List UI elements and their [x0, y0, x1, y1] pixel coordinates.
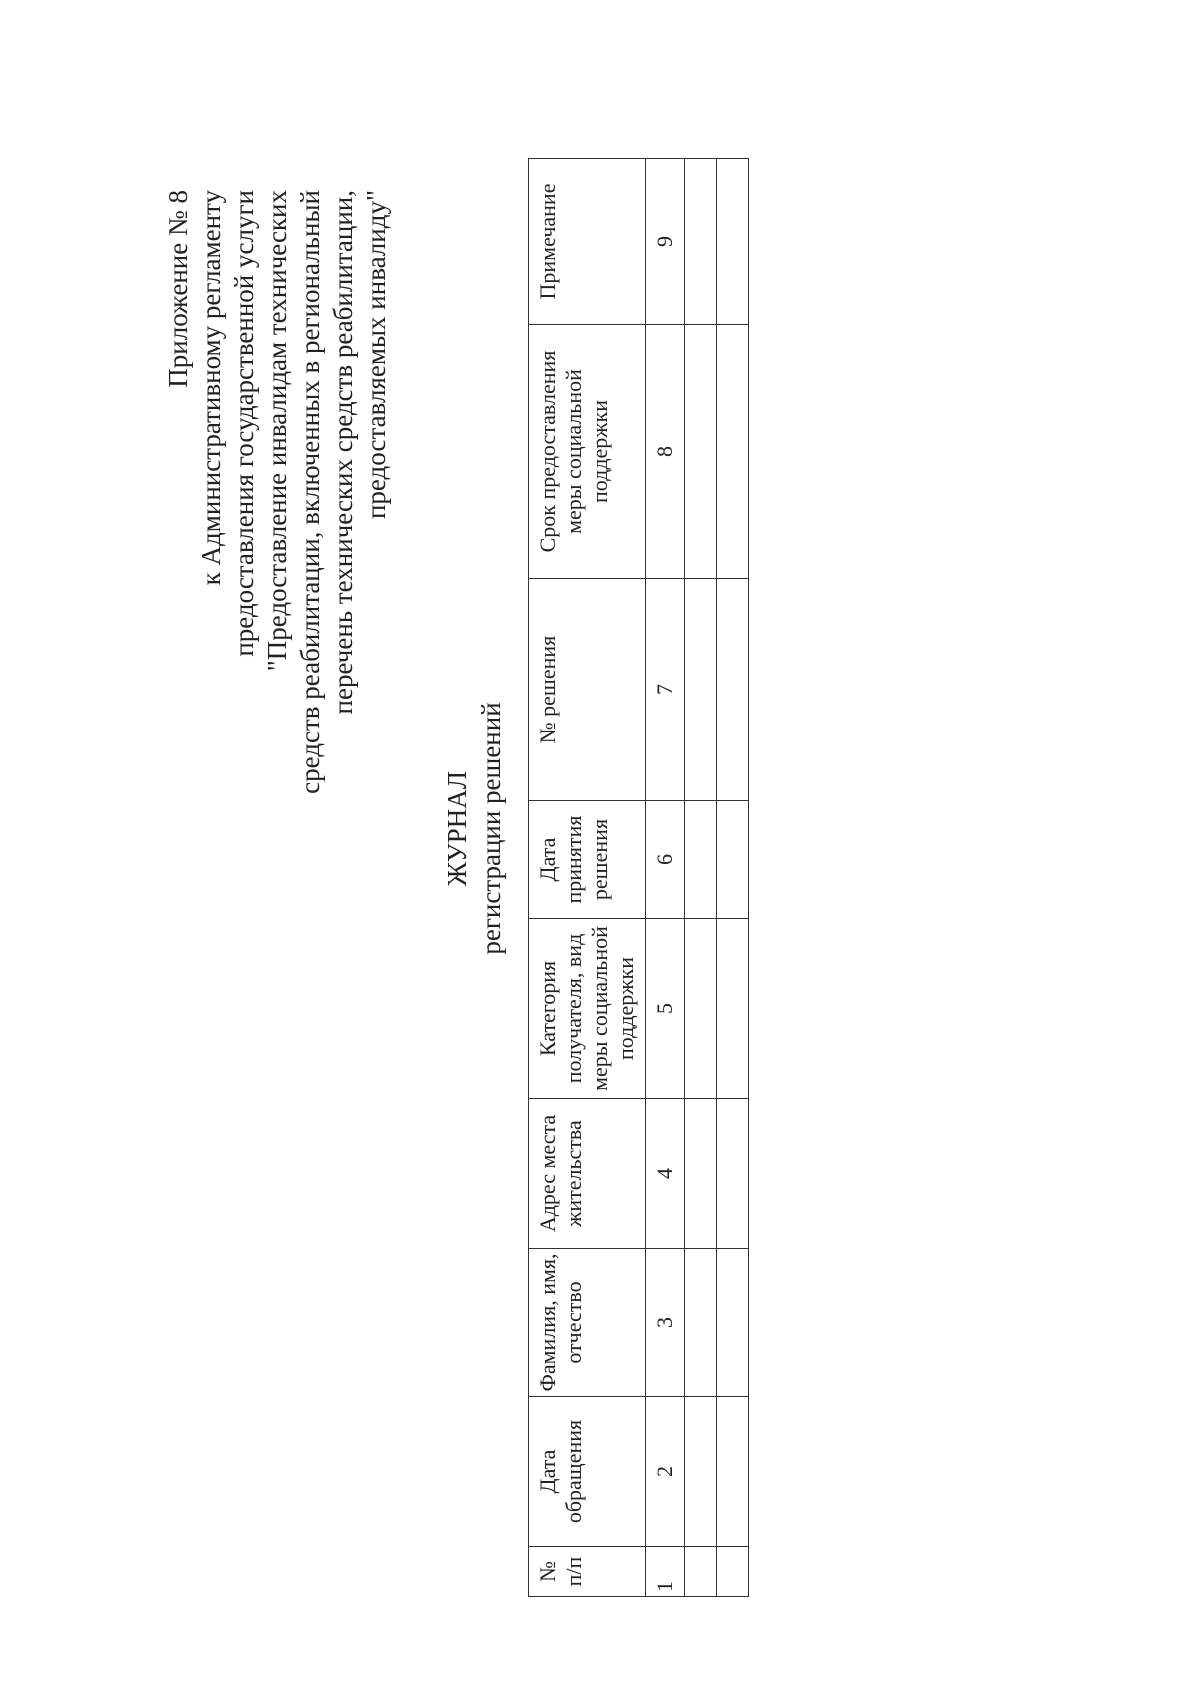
empty-cell: [685, 1099, 717, 1249]
empty-cell: [685, 579, 717, 801]
appendix-line: Приложение № 8: [163, 190, 193, 388]
appendix-line: "Предоставление инвалидам технических: [262, 190, 292, 672]
empty-cell: [717, 1249, 749, 1397]
journal-title: ЖУРНАЛ: [442, 770, 472, 887]
empty-cell: [717, 1547, 749, 1597]
register-table: [528, 158, 749, 1597]
number-cell: 5: [646, 919, 685, 1099]
header-cell: Дата принятия решения: [529, 801, 646, 919]
empty-cell: [685, 919, 717, 1099]
empty-cell: [717, 159, 749, 325]
number-cell: 4: [646, 1099, 685, 1249]
header-cell: Примечание: [529, 159, 646, 325]
header-cell: Категория получателя, вид меры социальной поддержки: [529, 919, 646, 1099]
table-row: [685, 159, 717, 1597]
number-cell: 1: [646, 1547, 685, 1597]
appendix-line: предоставления государственной услуги: [229, 190, 259, 657]
empty-cell: [685, 1249, 717, 1397]
empty-cell: [717, 579, 749, 801]
appendix-line: средств реабилитации, включенных в региональный: [295, 190, 325, 794]
appendix-line: предоставляемых инвалиду": [361, 190, 391, 520]
appendix-line: к Административному регламенту: [196, 190, 226, 586]
journal-heading: [440, 0, 508, 1697]
empty-cell: [717, 801, 749, 919]
appendix-block: [162, 190, 393, 794]
empty-cell: [717, 325, 749, 579]
header-cell: Дата обращения: [529, 1397, 646, 1547]
journal-subtitle: регистрации решений: [476, 702, 506, 955]
header-row: [529, 159, 646, 1597]
number-cell: 7: [646, 579, 685, 801]
empty-cell: [717, 919, 749, 1099]
appendix-line: перечень технических средств реабилитации,: [328, 190, 358, 715]
header-cell: Адрес места жительства: [529, 1099, 646, 1249]
table-row: [717, 159, 749, 1597]
header-cell: Фамилия, имя, отчество: [529, 1249, 646, 1397]
number-cell: 3: [646, 1249, 685, 1397]
header-cell: № решения: [529, 579, 646, 801]
empty-cell: [685, 801, 717, 919]
number-cell: 2: [646, 1397, 685, 1547]
number-cell: 9: [646, 159, 685, 325]
number-cell: 6: [646, 801, 685, 919]
number-cell: 8: [646, 325, 685, 579]
empty-cell: [685, 1397, 717, 1547]
empty-cell: [685, 159, 717, 325]
empty-cell: [685, 1547, 717, 1597]
empty-cell: [685, 325, 717, 579]
header-cell: № п/п: [529, 1547, 646, 1597]
empty-cell: [717, 1099, 749, 1249]
empty-cell: [717, 1397, 749, 1547]
numbering-row: [646, 159, 685, 1597]
header-cell: Срок предоставления меры социальной поддержки: [529, 325, 646, 579]
